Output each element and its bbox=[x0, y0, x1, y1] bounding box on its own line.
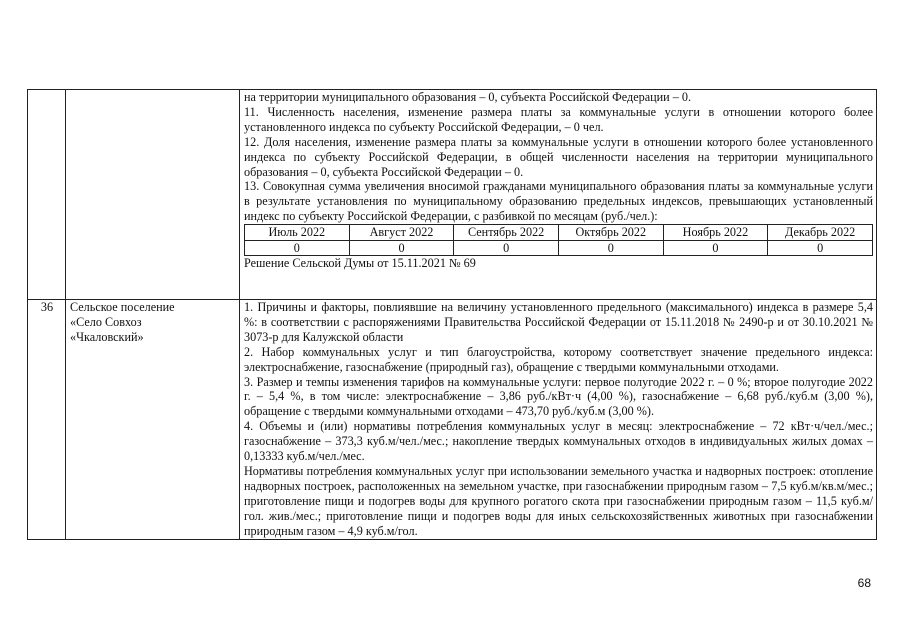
paragraph: 11. Численность населения, изменение размера платы за коммунальные услуги в отношении которого более установленного индекса по субъекту Российской Федерации, – 0 чел. bbox=[244, 104, 873, 134]
month-header: Декабрь 2022 bbox=[768, 225, 873, 241]
month-header: Июль 2022 bbox=[245, 225, 350, 241]
month-header: Сентябрь 2022 bbox=[454, 225, 559, 241]
settlement-name-line: Сельское поселение bbox=[70, 300, 175, 314]
month-value: 0 bbox=[245, 240, 350, 256]
month-header: Август 2022 bbox=[349, 225, 454, 241]
row-content-cell bbox=[240, 300, 877, 540]
table-row bbox=[28, 300, 877, 540]
table-row bbox=[28, 90, 877, 300]
month-header: Октябрь 2022 bbox=[558, 225, 663, 241]
page-number: 68 bbox=[857, 576, 871, 590]
paragraph: 13. Совокупная сумма увеличения вносимой гражданами муниципального образования платы за коммунальные услуги в результате установления по муниципальному образованию предельных индексов, превышающих установленный индекс по субъекту Российской Федерации, с разбивкой по месяцам (руб./чел.): bbox=[244, 179, 873, 224]
decision-reference: Решение Сельской Думы от 15.11.2021 № 69 bbox=[244, 256, 476, 271]
month-value: 0 bbox=[768, 240, 873, 256]
month-header: Ноябрь 2022 bbox=[663, 225, 768, 241]
row-content-cell bbox=[240, 90, 877, 300]
months-values-row bbox=[245, 240, 873, 256]
settlement-name-line: «Чкаловский» bbox=[70, 329, 144, 344]
settlement-name-line: «Село Совхоз bbox=[70, 314, 142, 329]
paragraph: 1. Причины и факторы, повлиявшие на величину установленного предельного (максимального) индекса в размере 5,4 %: в соответствии с распоряжениями Правительства Российской Федерации от 15.11.2018 № 2490-р и от 30.10.2021 № 3073-р для Калужской области bbox=[244, 300, 873, 344]
paragraph: 2. Набор коммунальных услуг и тип благоустройства, которому соответствует значение предельного индекса: электроснабжение, газоснабжение (природный газ), обращение с твердыми коммунальными отходами. bbox=[244, 344, 873, 374]
month-value: 0 bbox=[663, 240, 768, 256]
month-value: 0 bbox=[558, 240, 663, 256]
paragraph: Нормативы потребления коммунальных услуг при использовании земельного участка и надворных построек: отопление надворных построек, расположенных на земельном участке, при газоснабжении природным газом – 7,5 куб.м/кв.м/мес.; приготовление пищи и подогрев воды для крупного рогатого скота при газоснабжении природным газом – 11,5 куб.м/гол. жив./мес.; приготовление пищи и подогрев воды для иных сельскохозяйственных животных при газоснабжении природным газом – 4,9 куб.м/гол. bbox=[244, 463, 873, 538]
settlement-name-cell bbox=[66, 90, 240, 300]
monthly-amounts-table bbox=[244, 224, 873, 256]
row-number-cell: 36 bbox=[28, 300, 66, 540]
month-value: 0 bbox=[454, 240, 559, 256]
paragraph: 3. Размер и темпы изменения тарифов на коммунальные услуги: первое полугодие 2022 г. – 0 %; второе полугодие 2022 г. – 5,4 %, в том числе: электроснабжение – 3,86 руб./кВт·ч (4,00 %), газоснабжение – 6,68 руб./куб.м (3,00 %), обращение с твердыми коммунальными отходами – 473,70 руб./куб.м (3,00 %). bbox=[244, 374, 873, 419]
document-table bbox=[27, 89, 877, 540]
settlement-name-cell bbox=[66, 300, 240, 540]
row-number-cell bbox=[28, 90, 66, 300]
paragraph: 12. Доля населения, изменение размера платы за коммунальные услуги в отношении которого более установленного индекса по субъекту Российской Федерации, в общей численности населения на территории муниципального образования – 0, субъекта Российской Федерации – 0. bbox=[244, 134, 873, 179]
month-value: 0 bbox=[349, 240, 454, 256]
paragraph: 4. Объемы и (или) нормативы потребления коммунальных услуг в месяц: электроснабжение – 72 кВт·ч/чел./мес.; газоснабжение – 373,3 куб.м/чел./мес.; накопление твердых коммунальных отходов в индивидуальных жилых домах – 0,13333 куб.м/чел./мес. bbox=[244, 419, 873, 464]
months-header-row bbox=[245, 225, 873, 241]
paragraph: на территории муниципального образования – 0, субъекта Российской Федерации – 0. bbox=[244, 90, 692, 104]
